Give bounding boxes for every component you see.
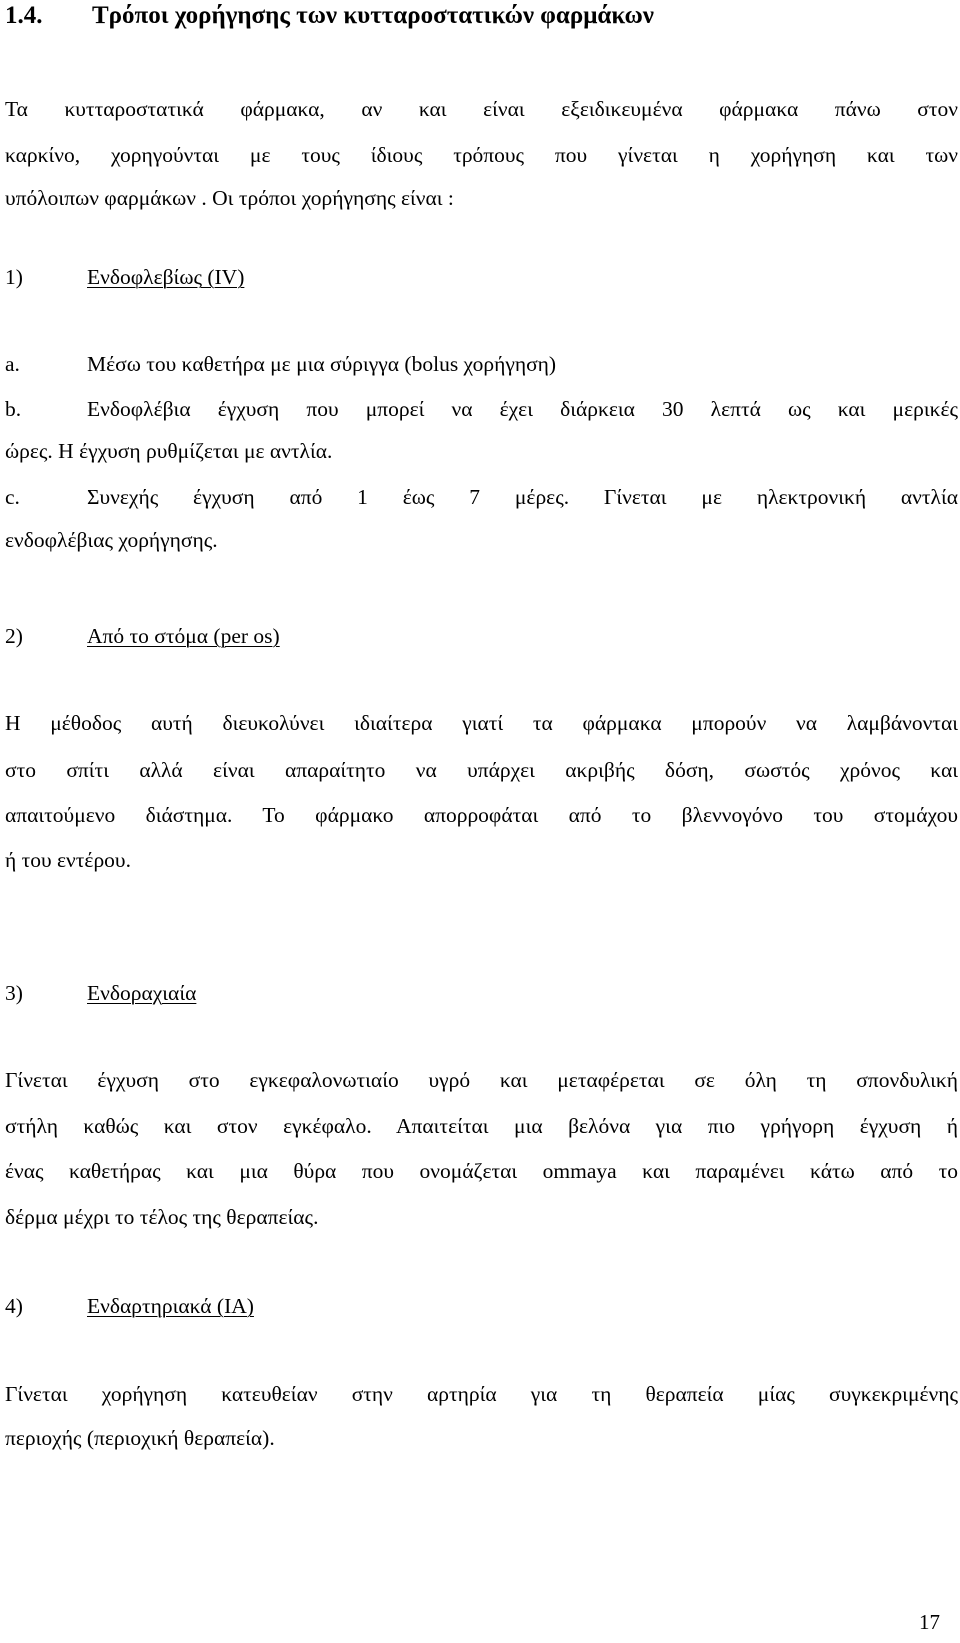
route-1-number: 1) — [5, 265, 23, 289]
route-1-item-a-text: Μέσω του καθετήρα με μια σύριγγα (bolus χορήγηση) — [87, 352, 557, 376]
route-4-line-2: περιοχής (περιοχική θεραπεία). — [5, 1426, 275, 1450]
route-4-line-1: Γίνεται χορήγηση κατευθείαν στην αρτηρία για τη θεραπεία μίας συγκεκριμένης — [5, 1382, 958, 1406]
route-3-line-4: δέρμα μέχρι το τέλος της θεραπείας. — [5, 1205, 319, 1229]
route-3-line-1: Γίνεται έγχυση στο εγκεφαλονωτιαίο υγρό και μεταφέρεται σε όλη τη σπονδυλική — [5, 1068, 958, 1092]
intro-line-1: Τα κυτταροστατικά φάρμακα, αν και είναι εξειδικευμένα φάρμακα πάνω στον — [5, 97, 958, 121]
route-1-item-b-continuation: ώρες. Η έγχυση ρυθμίζεται με αντλία. — [5, 439, 333, 463]
route-2-line-4: ή του εντέρου. — [5, 848, 131, 872]
route-2-line-2: στο σπίτι αλλά είναι απαραίτητο να υπάρχει ακριβής δόση, σωστός χρόνος και — [5, 758, 958, 782]
route-3-number: 3) — [5, 981, 23, 1005]
route-4-number: 4) — [5, 1294, 23, 1318]
section-title: Τρόποι χορήγησης των κυτταροστατικών φαρμάκων — [92, 2, 654, 29]
route-1-item-b-label: b. — [5, 397, 22, 421]
route-3-line-2: στήλη καθώς και στον εγκέφαλο. Απαιτείται μια βελόνα για πιο γρήγορη έγχυση ή — [5, 1114, 958, 1138]
route-1-item-a-label: a. — [5, 352, 20, 376]
route-3-title: Ενδοραχιαία — [87, 981, 197, 1005]
route-1-item-c-label: c. — [5, 485, 20, 509]
route-2-line-1: Η μέθοδος αυτή διευκολύνει ιδιαίτερα γιατί τα φάρμακα μπορούν να λαμβάνονται — [5, 711, 958, 735]
section-heading — [5, 2, 955, 34]
route-3-line-3: ένας καθετήρας και μια θύρα που ονομάζεται ommaya και παραμένει κάτω από το — [5, 1159, 958, 1183]
page-number: 17 — [919, 1610, 940, 1634]
route-2-line-3: απαιτούμενο διάστημα. Το φάρμακο απορροφάται από το βλεννογόνο του στομάχου — [5, 803, 958, 827]
section-number: 1.4. — [5, 2, 43, 29]
route-1-title: Ενδοφλεβίως (IV) — [87, 265, 245, 289]
route-1-item-b-text: Ενδοφλέβια έγχυση που μπορεί να έχει διάρκεια 30 λεπτά ως και μερικές — [87, 397, 958, 421]
route-2-title: Από το στόμα (per os) — [87, 624, 280, 648]
route-4-title: Ενδαρτηριακά (IA) — [87, 1294, 254, 1318]
route-2-number: 2) — [5, 624, 23, 648]
intro-line-2: καρκίνο, χορηγούνται με τους ίδιους τρόπους που γίνεται η χορήγηση και των — [5, 143, 958, 167]
route-1-item-c-continuation: ενδοφλέβιας χορήγησης. — [5, 528, 218, 552]
route-1-item-c-text: Συνεχής έγχυση από 1 έως 7 μέρες. Γίνεται με ηλεκτρονική αντλία — [87, 485, 958, 509]
intro-line-3: υπόλοιπων φαρμάκων . Οι τρόποι χορήγησης είναι : — [5, 186, 454, 210]
